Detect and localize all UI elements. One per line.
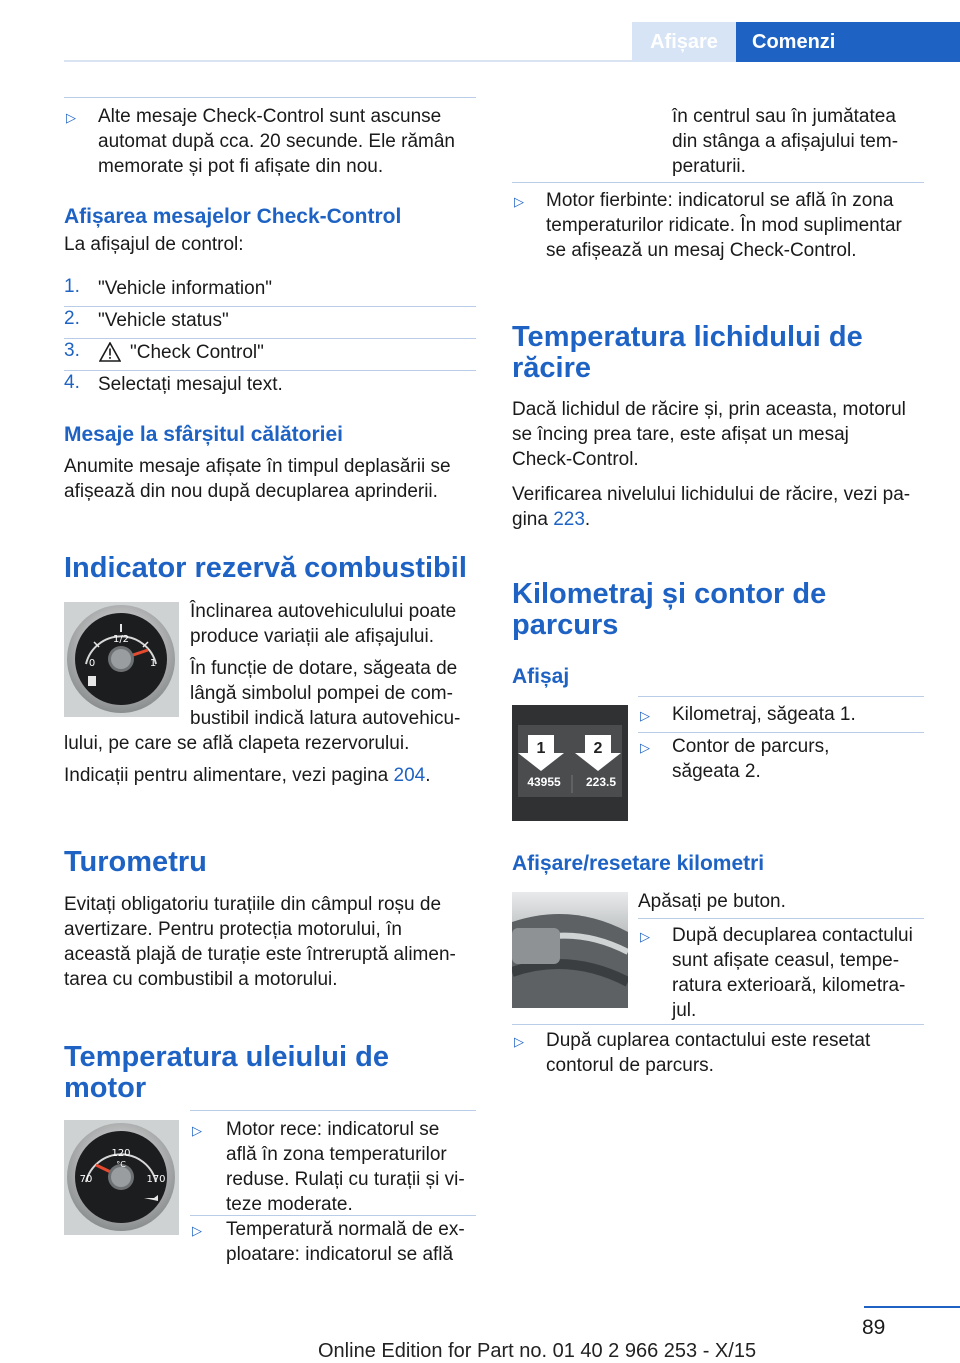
bullet-icon: ▷ — [640, 929, 650, 944]
bullet-icon: ▷ — [640, 708, 650, 723]
heading-fuel-gauge: Indicator rezervă combustibil — [64, 552, 467, 584]
trip-value: 223.5 — [585, 775, 617, 789]
fuel-text-2-end: lului, pe care se află clapeta rezervorului. — [64, 733, 410, 754]
separator — [190, 1110, 476, 1111]
gauge-label-half: 1/2 — [112, 634, 130, 645]
header-tab-chapter[interactable]: Comenzi — [736, 22, 960, 62]
heading-oil-temperature: Temperatura uleiului de motor — [64, 1041, 389, 1104]
page-link-204[interactable]: 204 — [393, 765, 426, 786]
coolant-text-2: Verificarea nivelului lichidului de răcire, vezi pa- gina 223. — [512, 484, 911, 530]
fuel-text-2: În funcție de dotare, săgeata de lângă simbolul pompei de com- bustibil indică latura autovehicu- — [190, 658, 461, 729]
step-text: "Check Control" — [130, 342, 264, 363]
header-tab-section[interactable]: Afișare — [632, 22, 736, 62]
separator — [638, 732, 924, 733]
odo-bullet-trip: Contor de parcurs, săgeata 2. — [672, 736, 830, 782]
arrow-1-label: 1 — [536, 740, 546, 757]
separator — [64, 306, 476, 307]
fuel-text-1: Înclinarea autovehiculului poate produce variații ale afișajului. — [190, 601, 457, 647]
gauge-label-low: 70 — [79, 1174, 93, 1185]
bullet-icon: ▷ — [640, 740, 650, 755]
heading-end-of-trip: Mesaje la sfârșitul călătoriei — [64, 423, 343, 446]
separator — [512, 1024, 924, 1025]
oil-bullet-cold: Motor rece: indicatorul se află în zona temperaturilor reduse. Rulați cu turații și vi- teze moderate. — [226, 1119, 465, 1215]
separator — [64, 97, 476, 98]
separator — [638, 696, 924, 697]
step-text: "Vehicle information" — [98, 278, 273, 299]
bullet-icon: ▷ — [66, 110, 76, 125]
step-number: 2. — [64, 308, 80, 329]
odometer-value: 43955 — [527, 775, 561, 789]
fuel-reference: Indicații pentru alimentare, vezi pagina 204. — [64, 765, 431, 786]
step-text: Selectați mesajul text. — [98, 374, 283, 395]
separator — [638, 918, 924, 919]
footer-edition: Online Edition for Part no. 01 40 2 966 253 - X/15 — [318, 1340, 757, 1362]
step-number: 3. — [64, 340, 80, 361]
gauge-label-unit: °C — [116, 1160, 126, 1169]
page-link-223[interactable]: 223 — [553, 509, 585, 530]
display-intro: La afișajul de control: — [64, 234, 244, 255]
warning-triangle-icon — [99, 342, 121, 362]
step-number: 1. — [64, 276, 80, 297]
footer-rule — [864, 1306, 960, 1308]
heading-tachometer: Turometru — [64, 846, 207, 878]
oil-temperature-gauge-image — [64, 1120, 179, 1235]
gauge-label-full: 1 — [149, 658, 157, 669]
separator — [64, 370, 476, 371]
reset-bullet-off: După decuplarea contactului sunt afișate ceasul, tempe- ratura exterioară, kilometra- jul. — [672, 925, 913, 1021]
separator — [512, 182, 924, 183]
heading-coolant-temperature: Temperatura lichidului de răcire — [512, 321, 863, 384]
reset-bullet-on: După cuplarea contactului este resetat contorul de parcurs. — [546, 1030, 871, 1076]
bullet-icon: ▷ — [192, 1123, 202, 1138]
odometer-display-image — [512, 705, 628, 821]
tachometer-text: Evitați obligatoriu turațiile din câmpul roșu de avertizare. Pentru protecția motorului, în această plajă de turație este întreruptă alimen- tarea cu combustibil a motorului. — [64, 894, 456, 990]
gauge-label-mid: 120 — [111, 1148, 131, 1159]
bullet-icon: ▷ — [514, 1034, 524, 1049]
reset-instruction: Apăsați pe buton. — [638, 891, 786, 912]
gauge-label-empty: 0 — [88, 658, 96, 669]
coolant-text-1: Dacă lichidul de răcire și, prin aceasta, motorul se încing prea tare, este afișat un mesaj Check-Control. — [512, 399, 906, 470]
step-text: "Vehicle status" — [98, 310, 229, 331]
oil-bullet-hot: Motor fierbinte: indicatorul se află în zona temperaturilor ridicate. În mod suplimentar se afișează un mesaj Check-Control. — [546, 190, 902, 261]
end-of-trip-text: Anumite mesaje afișate în timpul deplasării se afișează din nou după decuplarea aprinderii. — [64, 456, 451, 502]
bullet-icon: ▷ — [514, 194, 524, 209]
oil-bullet-normal-cont: în centrul sau în jumătatea din stânga a afișajului tem- peraturii. — [672, 106, 899, 177]
heading-odometer: Kilometraj și contor de parcurs — [512, 578, 827, 641]
heading-reset-trip: Afișare/resetare kilometri — [512, 852, 765, 875]
heading-display: Afișaj — [512, 665, 570, 688]
fuel-gauge-image — [64, 602, 179, 717]
arrow-2-label: 2 — [593, 740, 603, 757]
separator — [190, 1215, 476, 1216]
oil-bullet-normal: Temperatură normală de ex- ploatare: indicatorul se află — [226, 1219, 465, 1265]
heading-display-messages: Afișarea mesajelor Check-Control — [64, 205, 402, 228]
page-number: 89 — [862, 1316, 886, 1339]
reset-button-image — [512, 892, 628, 1008]
gauge-label-high: 170 — [146, 1174, 166, 1185]
step-number: 4. — [64, 372, 80, 393]
bullet-icon: ▷ — [192, 1223, 202, 1238]
odo-bullet-km: Kilometraj, săgeata 1. — [672, 704, 856, 725]
bullet-hidden-messages: Alte mesaje Check-Control sunt ascunse automat după cca. 20 secunde. Ele rămân memorate și pot fi afișate din nou. — [98, 106, 456, 177]
separator — [64, 338, 476, 339]
